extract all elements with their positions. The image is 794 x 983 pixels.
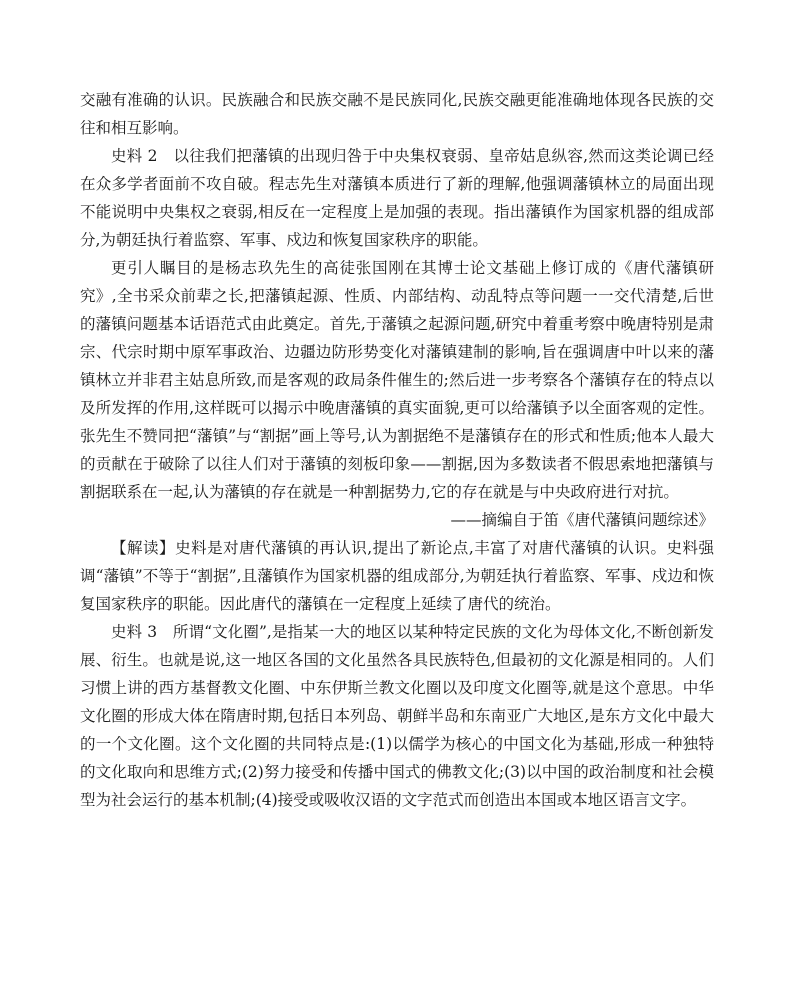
- paragraph-jiedu: [80, 534, 714, 618]
- jiedu-label: 【解读】: [111, 539, 176, 557]
- paragraph-zhang-guogang: 更引人瞩目的是杨志玖先生的高徒张国刚在其博士论文基础上修订成的《唐代藩镇研究》,全书采众前辈之长,把藩镇起源、性质、内部结构、动乱特点等问题一一交代清楚,后世的藩镇问题基本话语范式由此奠定。首先,于藩镇之起源问题,研究中着重考察中晚唐特别是肃宗、代宗时期中原军事政治、边疆边防形势变化对藩镇建制的影响,旨在强调唐中叶以来的藩镇林立并非君主姑息所致,而是客观的政局条件催生的;然后进一步考察各个藩镇存在的特点以及所发挥的作用,这样既可以揭示中晚唐藩镇的真实面貌,更可以给藩镇予以全面客观的定性。张先生不赞同把“藩镇”与“割据”画上等号,认为割据绝不是藩镇存在的形式和性质;他本人最大的贡献在于破除了以往人们对于藩镇的刻板印象——割据,因为多数读者不假思索地把藩镇与割据联系在一起,认为藩镇的存在就是一种割据势力,它的存在就是与中央政府进行对抗。: [80, 259, 714, 501]
- paragraph-shiliao-2: 史料 2 以往我们把藩镇的出现归咎于中央集权衰弱、皇帝姑息纵容,然而这类论调已经在众多学者面前不攻自破。程志先生对藩镇本质进行了新的理解,他强调藩镇林立的局面出现不能说明中央集权之衰弱,相反在一定程度上是加强的表现。指出藩镇作为国家机器的组成部分,为朝廷执行着监察、军事、戍边和恢复国家秩序的职能。: [80, 147, 714, 249]
- source-citation: ——摘编自于笛《唐代藩镇问题综述》: [450, 511, 714, 529]
- document-page: [80, 86, 714, 814]
- paragraph-intro: 交融有准确的认识。民族融合和民族交融不是民族同化,民族交融更能准确地体现各民族的交往和相互影响。: [80, 91, 714, 137]
- paragraph-shiliao-3: 史料 3 所谓“文化圈”,是指某一大的地区以某种特定民族的文化为母体文化,不断创新发展、衍生。也就是说,这一地区各国的文化虽然各具民族特色,但最初的文化源是相同的。人们习惯上讲的西方基督教文化圈、中东伊斯兰教文化圈以及印度文化圈等,就是这个意思。中华文化圈的形成大体在隋唐时期,包括日本列岛、朝鲜半岛和东南亚广大地区,是东方文化中最大的一个文化圈。这个文化圈的共同特点是:(1)以儒学为核心的中国文化为基础,形成一种独特的文化取向和思维方式;(2)努力接受和传播中国式的佛教文化;(3)以中国的政治制度和社会模型为社会运行的基本机制;(4)接受或吸收汉语的文字范式而创造出本国或本地区语言文字。: [80, 623, 714, 809]
- jiedu-text: 史料是对唐代藩镇的再认识,提出了新论点,丰富了对唐代藩镇的认识。史料强调“藩镇”不等于“割据”,且藩镇作为国家机器的组成部分,为朝廷执行着监察、军事、戍边和恢复国家秩序的职能。因此唐代的藩镇在一定程度上延续了唐代的统治。: [80, 539, 714, 613]
